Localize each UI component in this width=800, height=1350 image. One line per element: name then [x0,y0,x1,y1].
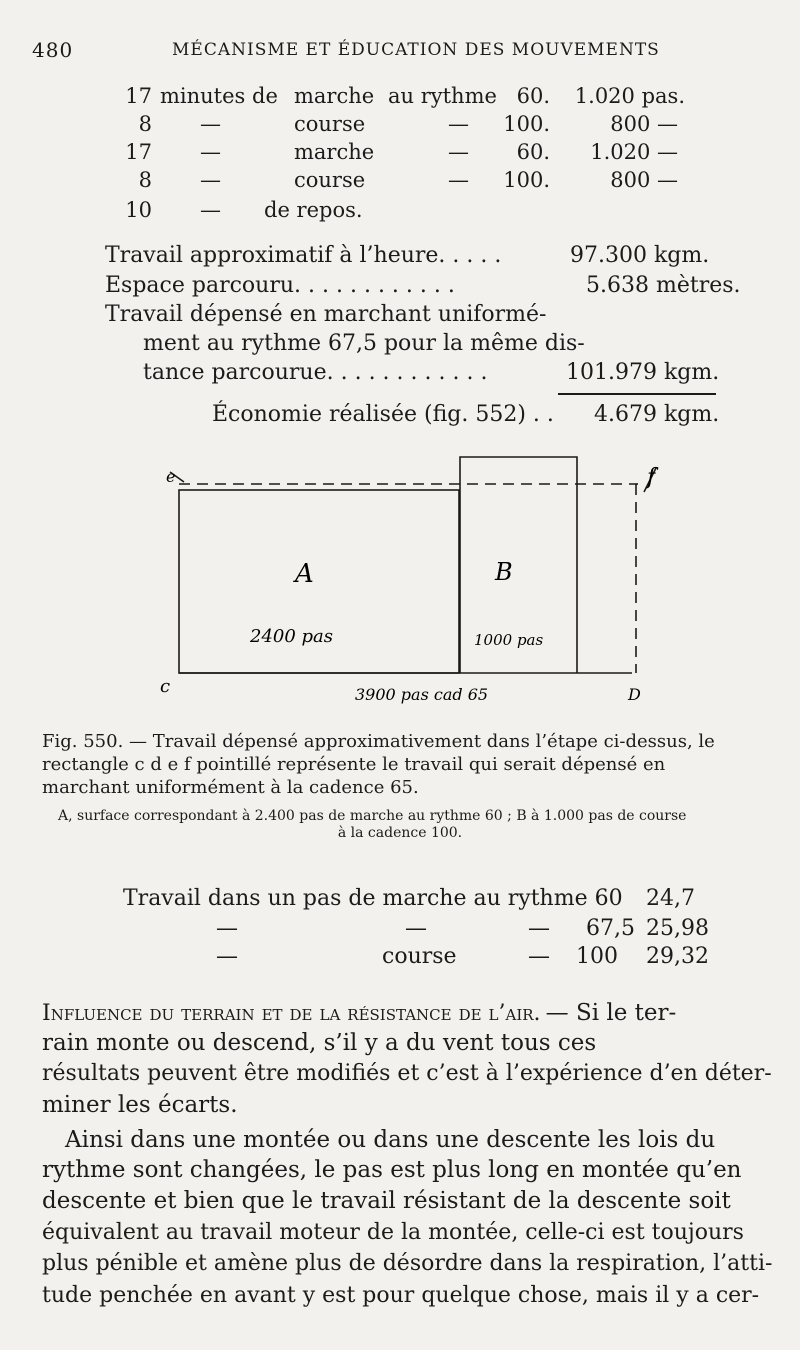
corner-e-label: e [166,467,176,486]
work-row-dash: — [405,916,427,941]
schedule-duration: 8 [138,168,152,192]
work-row-value: 25,98 [646,916,709,941]
paragraph-line: tude penchée en avant y est pour quelque chose, mais il y a cer- [42,1283,760,1308]
label-a: A [295,559,314,589]
schedule-activity: de repos. [264,198,363,222]
paragraph-line: rythme sont changées, le pas est plus long en montée qu’en [42,1157,742,1183]
work-row-dash: — [216,916,238,941]
work-row-value: 29,32 [646,944,709,969]
label-b: B [495,558,513,586]
paragraph-line: rain monte ou descend, s’il y a du vent tous ces [42,1030,597,1056]
caption-line3: marchant uniformément à la cadence 65. [42,777,419,798]
schedule-steps: 800 — [610,168,678,192]
schedule-word: — [200,140,221,164]
schedule-rhythm: 100. [503,168,550,192]
page-number: 480 [32,38,74,62]
running-title: MÉCANISME ET ÉDUCATION DES MOUVEMENTS [172,40,660,60]
work-row-text: Travail dans un pas de marche au rythme 60 [123,886,623,911]
paragraph-line: équivalent au travail moteur de la montée, celle-ci est toujours [42,1220,744,1245]
sum-rule [558,393,716,395]
schedule-activity: marche [294,140,375,164]
corner-c-label: c [160,676,171,697]
schedule-steps: 1.020 pas. [574,84,685,108]
uniform-line1: Travail dépensé en marchant uniformé- [105,302,547,327]
paragraph-line: descente et bien que le travail résistant de la descente soit [42,1188,731,1214]
schedule-prep: au rythme [388,84,497,108]
schedule-rhythm: 60. [516,84,550,108]
paragraph-line: miner les écarts. [42,1092,238,1118]
paragraph-line: résultats peuvent être modifiés et c’est à l’expérience d’en déter- [42,1061,772,1086]
schedule-activity: course [294,112,366,136]
paragraph-line: — Si le ter- [545,1000,677,1026]
espace-label: Espace parcouru. . . . . . . . . . . . [105,273,455,298]
uniform-line3: tance parcourue. . . . . . . . . . . . [143,360,488,385]
uniform-line2: ment au rythme 67,5 pour la même dis- [143,331,585,356]
schedule-duration: 17 [125,84,152,108]
economie-label: Économie réalisée (fig. 552) . . [212,402,554,427]
economie-value: 4.679 kgm. [594,402,720,427]
work-row-dash: — [528,944,550,969]
paragraph-line: Ainsi dans une montée ou dans une descente les lois du [65,1127,716,1153]
a-steps-label: 2400 pas [250,626,334,647]
schedule-prep: — [448,112,469,136]
paragraph-line: plus pénible et amène plus de désordre dans la respiration, l’atti- [42,1251,773,1276]
schedule-duration: 17 [125,140,152,164]
work-row-rhythm: 100 [576,944,618,969]
schedule-steps: 800 — [610,112,678,136]
uniform-value: 101.979 kgm. [566,360,720,385]
schedule-word: — [200,112,221,136]
caption-note1: A, surface correspondant à 2.400 pas de marche au rythme 60 ; B à 1.000 pas de course [58,808,687,824]
corner-f-label: f [647,465,656,490]
schedule-activity: marche [294,84,375,108]
schedule-duration: 8 [138,112,152,136]
work-row-value: 24,7 [646,886,695,911]
schedule-rhythm: 100. [503,112,550,136]
b-steps-label: 1000 pas [474,631,544,649]
corner-d-label: D [628,685,641,704]
travail-label: Travail approximatif à l’heure. . . . . [105,243,502,268]
section-title-line [42,1000,676,1026]
schedule-activity: course [294,168,366,192]
schedule-prep: — [448,140,469,164]
schedule-word: — [200,198,221,222]
work-row-activity: course [382,944,457,969]
caption-note2: à la cadence 100. [337,825,463,841]
figure-550 [150,450,670,710]
work-row-dash: — [528,916,550,941]
travail-value: 97.300 kgm. [570,243,710,268]
schedule-rhythm: 60. [516,140,550,164]
espace-value: 5.638 mètres. [586,273,741,298]
work-row-rhythm: 67,5 [586,916,635,941]
caption-line2: rectangle c d e f pointillé représente le travail qui serait dépensé en [42,754,666,775]
caption-line1: Fig. 550. — Travail dépensé approximativement dans l’étape ci-dessus, le [42,731,715,752]
schedule-prep: — [448,168,469,192]
bottom-label: 3900 pas cad 65 [355,685,489,704]
work-row-dash: — [216,944,238,969]
schedule-word: — [200,168,221,192]
schedule-word: minutes de [160,84,278,108]
schedule-duration: 10 [125,198,152,222]
schedule-steps: 1.020 — [590,140,678,164]
section-heading: Influence du terrain et de la résistance de l’air. [42,1001,541,1026]
